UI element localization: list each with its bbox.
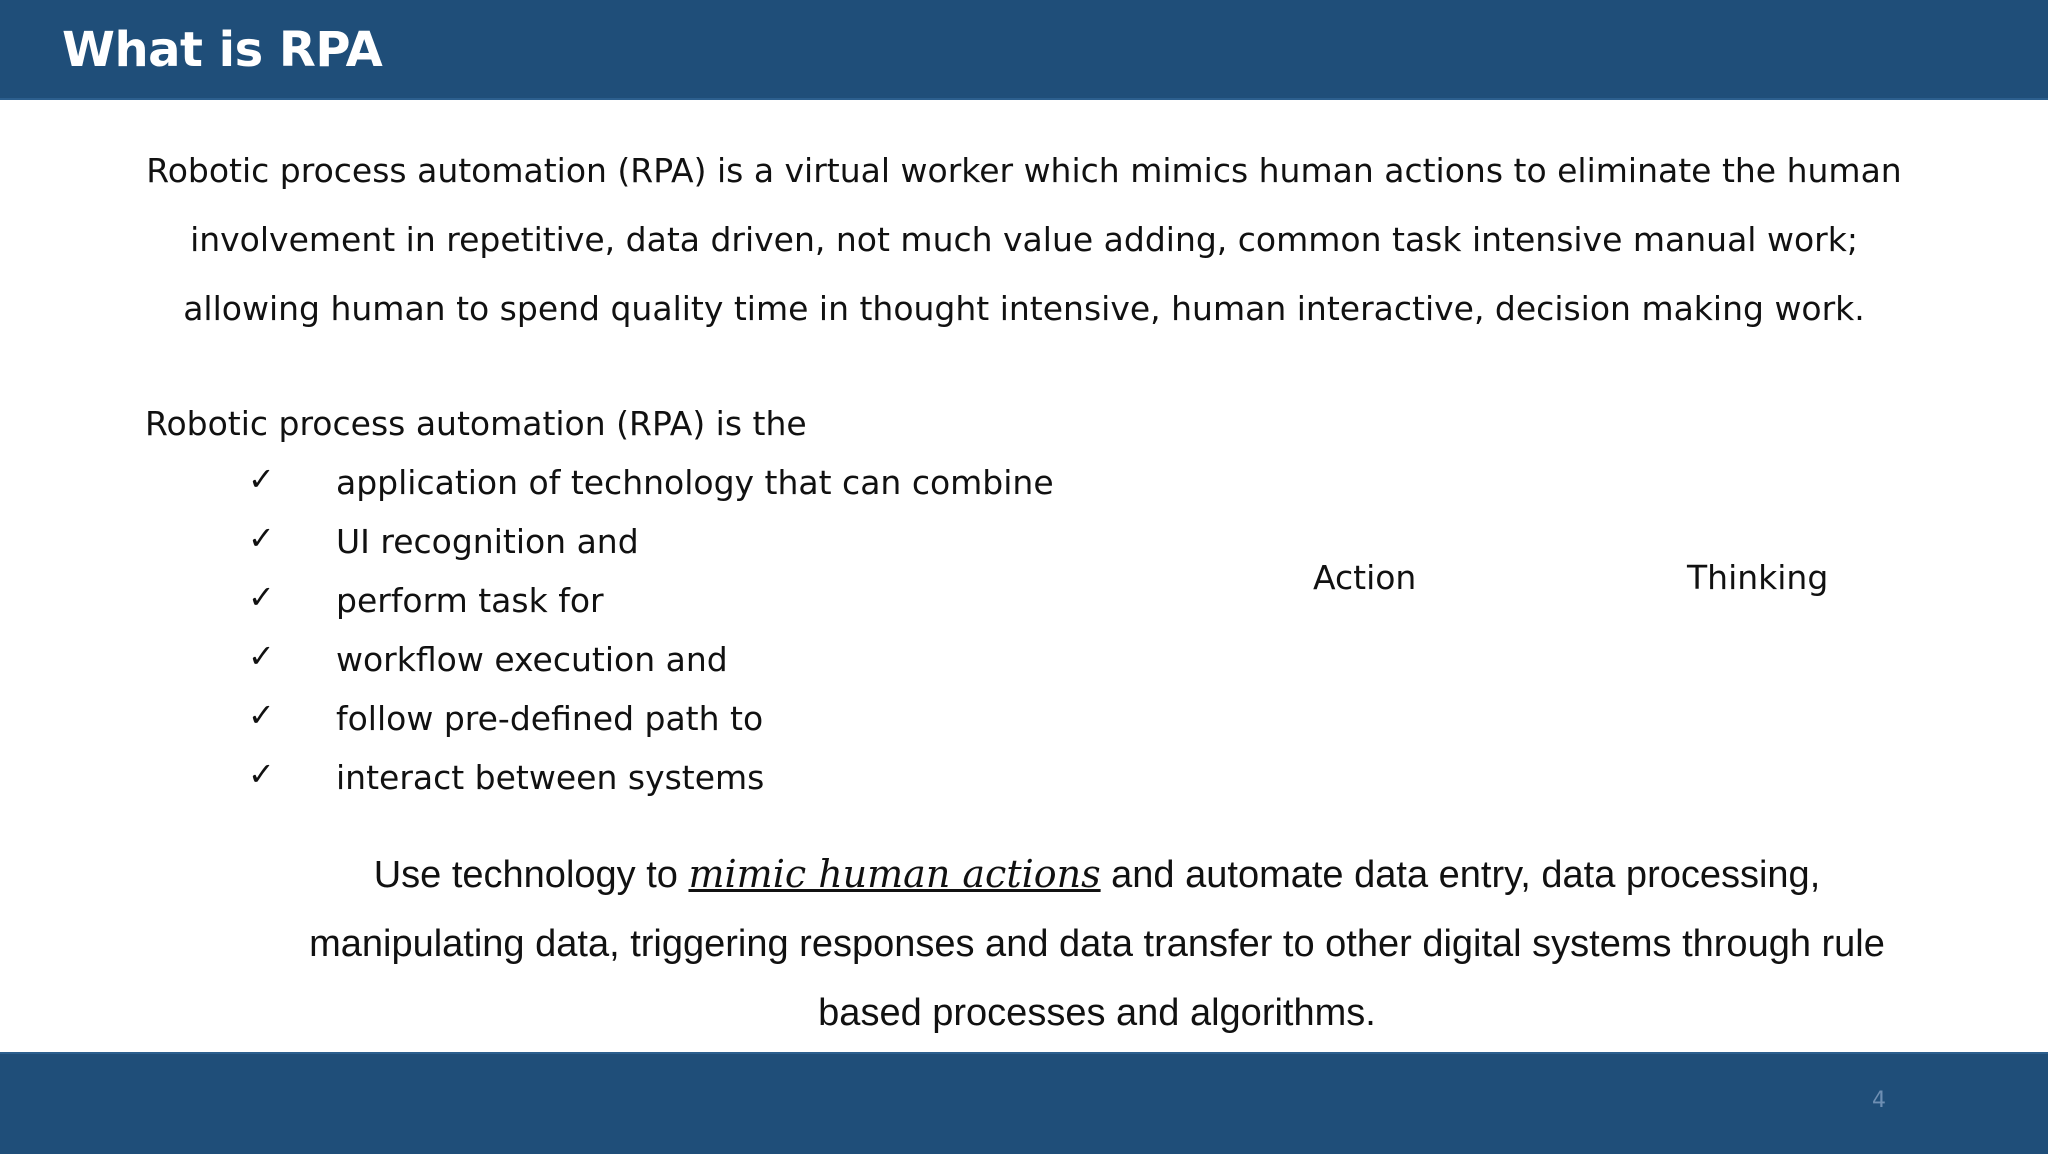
page-number: 4 <box>1872 1088 1886 1113</box>
definition-heading: Robotic process automation (RPA) is the <box>145 404 807 443</box>
summary-emphasis: mimic human actions <box>688 852 1101 896</box>
summary-text-start: Use technology to <box>373 854 689 896</box>
summary-paragraph <box>300 840 1894 1048</box>
check-mark-icon: ✓ <box>248 460 275 498</box>
summary-text-end: and automate data entry, data processing, manipulating data, triggering responses and data transfer to other digital systems through rule based processes and algorithms. <box>309 854 1885 1034</box>
list-item-text: UI recognition and <box>336 522 639 561</box>
intro-paragraph: Robotic process automation (RPA) is a virtual worker which mimics human actions to eliminate the human involvement in repetitive, data driven, not much value adding, common task intensive manual work; allowing human to spend quality time in thought intensive, human interactive, decision making work. <box>146 151 1902 328</box>
check-mark-icon: ✓ <box>248 696 275 734</box>
action-label: Action <box>1313 558 1417 597</box>
list-item-text: follow pre-defined path to <box>336 699 764 738</box>
check-mark-icon: ✓ <box>248 755 275 793</box>
thinking-label: Thinking <box>1687 558 1829 597</box>
slide-title: What is RPA <box>62 22 383 78</box>
list-item-text: perform task for <box>336 581 604 620</box>
slide-header-bar <box>0 0 2048 98</box>
list-item-text: interact between systems <box>336 758 765 797</box>
slide-footer-bar <box>0 1052 2048 1154</box>
list-item-text: workflow execution and <box>336 640 728 679</box>
check-mark-icon: ✓ <box>248 519 275 557</box>
list-item-text: application of technology that can combine <box>336 463 1054 502</box>
check-mark-icon: ✓ <box>248 637 275 675</box>
check-mark-icon: ✓ <box>248 578 275 616</box>
